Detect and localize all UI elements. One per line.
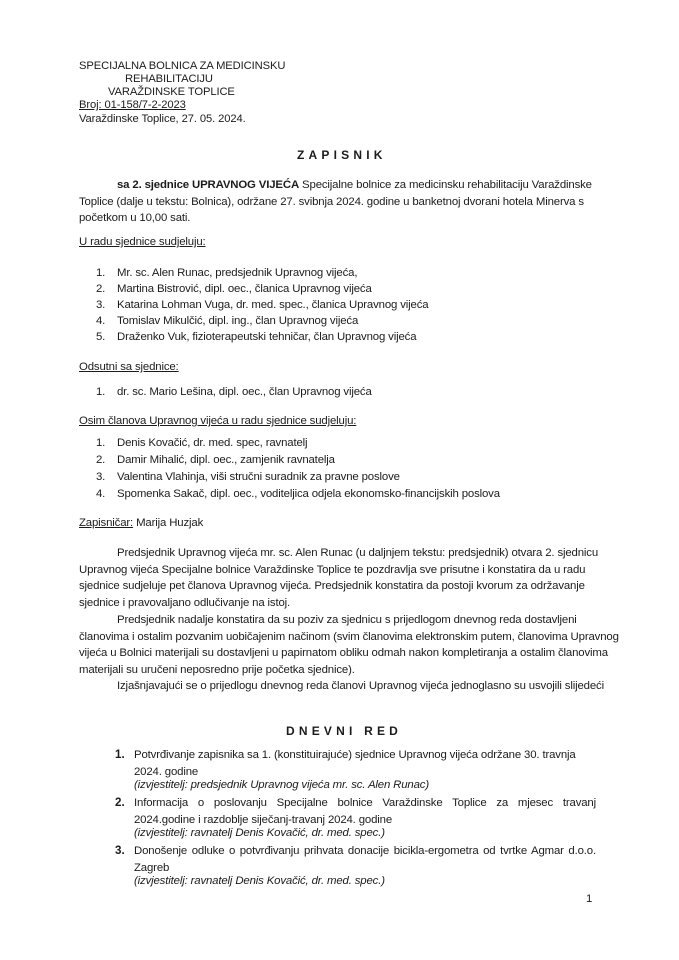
recorder-name: Marija Huzjak [133, 517, 204, 529]
intro-paragraph [79, 177, 619, 227]
body-paragraph-1: Predsjednik Upravnog vijeća mr. sc. Alen Runac (u daljnjem tekstu: predsjednik) otvara 2. sjednicu Upravnog vijeća Specijalne bolnice Varaždinske Toplice te pozdravlja sve prisutne i konstatira da u radu sjednice sudjeluje pet članova Upravnog vijeća. Predsjednik konstatira da postoji kvorum za održavanje sjednice i pravovaljano odlučivanje na istoj. [79, 547, 599, 609]
others-number: 2. [96, 454, 106, 466]
participant-item: Katarina Lohman Vuga, dr. med. spec., članica Upravnog vijeća [117, 299, 429, 311]
others-item: Denis Kovačić, dr. med. spec, ravnatelj [117, 437, 308, 449]
document-title: ZAPISNIK [297, 148, 387, 162]
participant-item: Draženko Vuk, fizioterapeutski tehničar, član Upravnog vijeća [117, 331, 417, 343]
agenda-title: DNEVNI RED [286, 724, 403, 738]
institution-name-line-1: SPECIJALNA BOLNICA ZA MEDICINSKU [79, 60, 286, 72]
agenda-reporter: (izvjestitelj: predsjednik Upravnog vijeća mr. sc. Alen Runac) [134, 779, 429, 791]
agenda-item: Donošenje odluke o potvrđivanju prihvata donacije bicikla-ergometra od tvrtke Agmar d.o.o. Zagreb [134, 845, 596, 874]
others-item: Spomenka Sakač, dipl. oec., voditeljica odjela ekonomsko-financijskih poslova [117, 488, 500, 500]
institution-name-line-3: VARAŽDINSKE TOPLICE [108, 86, 235, 98]
participant-item: Mr. sc. Alen Runac, predsjednik Upravnog vijeća, [117, 267, 358, 279]
participant-number: 2. [96, 283, 106, 295]
others-number: 1. [96, 437, 106, 449]
place-date: Varaždinske Toplice, 27. 05. 2024. [79, 113, 246, 125]
agenda-number: 3. [115, 844, 125, 857]
participant-number: 5. [96, 331, 106, 343]
others-item: Damir Mihalić, dipl. oec., zamjenik ravnatelja [117, 454, 335, 466]
participant-number: 1. [96, 267, 106, 279]
absent-heading: Odsutni sa sjednice: [79, 361, 179, 373]
participant-item: Tomislav Mikulčić, dipl. ing., član Upravnog vijeća [117, 315, 359, 327]
intro-bold: sa 2. sjednice UPRAVNOG VIJEĆA [117, 179, 300, 191]
intro-text: Specijalne bolnice za medicinsku rehabilitaciju Varaždinske Toplice (dalje u tekstu: Bolnica), održane 27. svibnja 2024. godine u banketnoj dvorani hotela Minerva s početkom u 10,00 sati. [79, 179, 592, 225]
agenda-reporter: (izvjestitelj: ravnatelj Denis Kovačić, dr. med. spec.) [134, 827, 385, 839]
institution-name-line-2: REHABILITACIJU [125, 73, 213, 85]
agenda-number: 2. [115, 796, 125, 809]
participant-item: Martina Bistrović, dipl. oec., članica Upravnog vijeća [117, 283, 372, 295]
agenda-item: Potvrđivanje zapisnika sa 1. (konstituirajuće) sjednice Upravnog vijeća održane 30. travnja 2024. godine [134, 749, 576, 778]
recorder-line [79, 517, 203, 529]
participants-heading: U radu sjednice sudjeluju: [79, 236, 206, 248]
others-item: Valentina Vlahinja, viši stručni suradnik za pravne poslove [117, 471, 400, 483]
agenda-reporter: (izvjestitelj: ravnatelj Denis Kovačić, dr. med. spec.) [134, 875, 385, 887]
body-paragraph-2: Predsjednik nadalje konstatira da su poziv za sjednicu s prijedlogom dnevnog reda dostavljeni članovima i ostalim pozvanim uobičajenim načinom (svim članovima elektronskim putem, članovima Upravnog vijeća u Bolnici materijali su dostavljeni u papirnatom obliku odmah nakon kompletiranja a ostalim članovima materijali su uručeni neposredno prije početka sjednice). [79, 614, 619, 676]
participant-number: 3. [96, 299, 106, 311]
absent-number: 1. [96, 386, 106, 398]
document-number: Broj: 01-158/7-2-2023 [79, 99, 186, 111]
others-number: 3. [96, 471, 106, 483]
page-number: 1 [586, 893, 593, 905]
others-heading: Osim članova Upravnog vijeća u radu sjednice sudjeluju: [79, 415, 357, 427]
agenda-item: Informacija o poslovanju Specijalne bolnice Varaždinske Toplice za mjesec travanj 2024.godine i razdoblje siječanj-travanj 2024. godine [134, 797, 596, 826]
participant-number: 4. [96, 315, 106, 327]
agenda-number: 1. [115, 748, 125, 761]
body-paragraph-3: Izjašnjavajući se o prijedlogu dnevnog reda članovi Upravnog vijeća jednoglasno su usvojili slijedeći [117, 680, 604, 692]
others-number: 4. [96, 488, 106, 500]
absent-item: dr. sc. Mario Lešina, dipl. oec., član Upravnog vijeća [117, 386, 372, 398]
recorder-label: Zapisničar: [79, 517, 134, 529]
